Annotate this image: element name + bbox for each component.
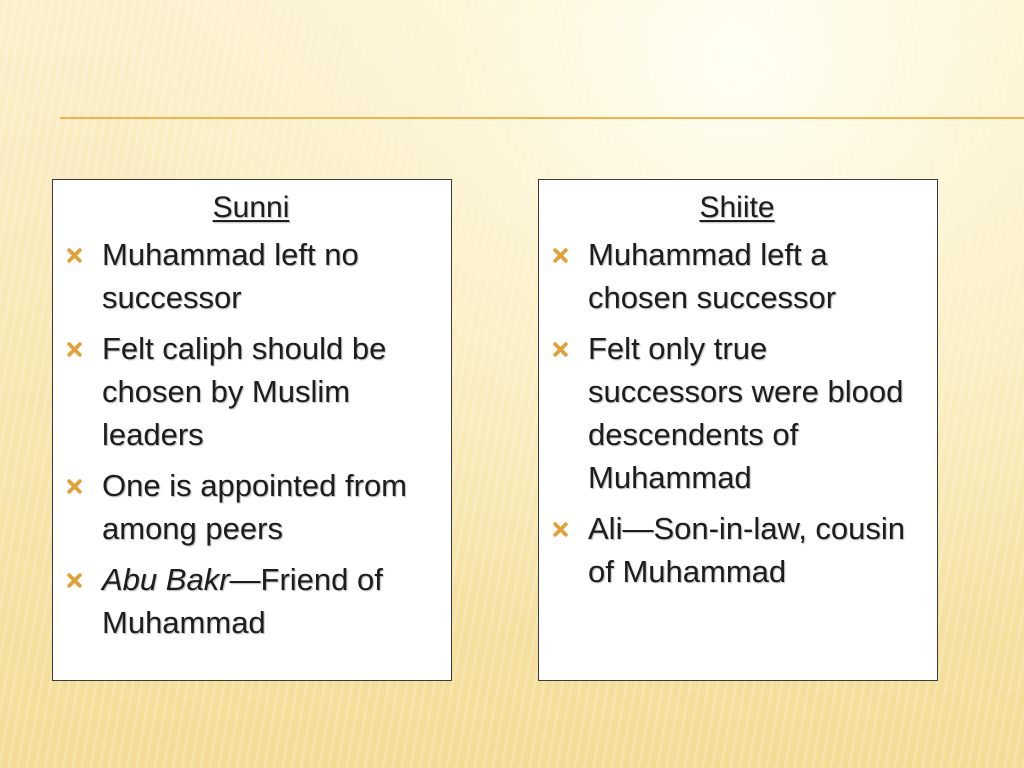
shiite-item-3: [551, 507, 923, 593]
sunni-item-4: [65, 558, 437, 644]
sunni-item-text: Muhammad left no successor: [102, 237, 359, 315]
x-bullet-icon: [66, 341, 83, 358]
shiite-panel: [538, 179, 938, 681]
x-bullet-icon: [66, 572, 83, 589]
title-divider-line: [60, 117, 1024, 119]
x-bullet-icon: [552, 521, 569, 538]
sunni-item-text: One is appointed from among peers: [102, 468, 408, 546]
shiite-item-text: Felt only true successors were blood descendents of Muhammad: [588, 331, 904, 495]
shiite-title: Shiite: [699, 191, 775, 224]
shiite-item-text: Muhammad left a chosen successor: [588, 237, 837, 315]
x-bullet-icon: [66, 478, 83, 495]
sunni-item-2: [65, 327, 437, 456]
shiite-item-text: Ali—Son-in-law, cousin of Muhammad: [588, 511, 906, 589]
x-bullet-icon: [552, 341, 569, 358]
sunni-title: Sunni: [212, 191, 290, 224]
sunni-list: [65, 233, 437, 644]
sunni-item-text: Felt caliph should be chosen by Muslim leaders: [102, 331, 387, 452]
sunni-panel: [52, 179, 452, 681]
x-bullet-icon: [552, 247, 569, 264]
x-bullet-icon: [66, 247, 83, 264]
shiite-list: [551, 233, 923, 593]
sunni-item-emphasis: Abu Bakr: [102, 562, 230, 597]
sunni-item-3: [65, 464, 437, 550]
shiite-item-1: [551, 233, 923, 319]
sunni-item-text: —Friend of Muhammad: [102, 562, 383, 640]
sunni-item-1: [65, 233, 437, 319]
shiite-item-2: [551, 327, 923, 499]
